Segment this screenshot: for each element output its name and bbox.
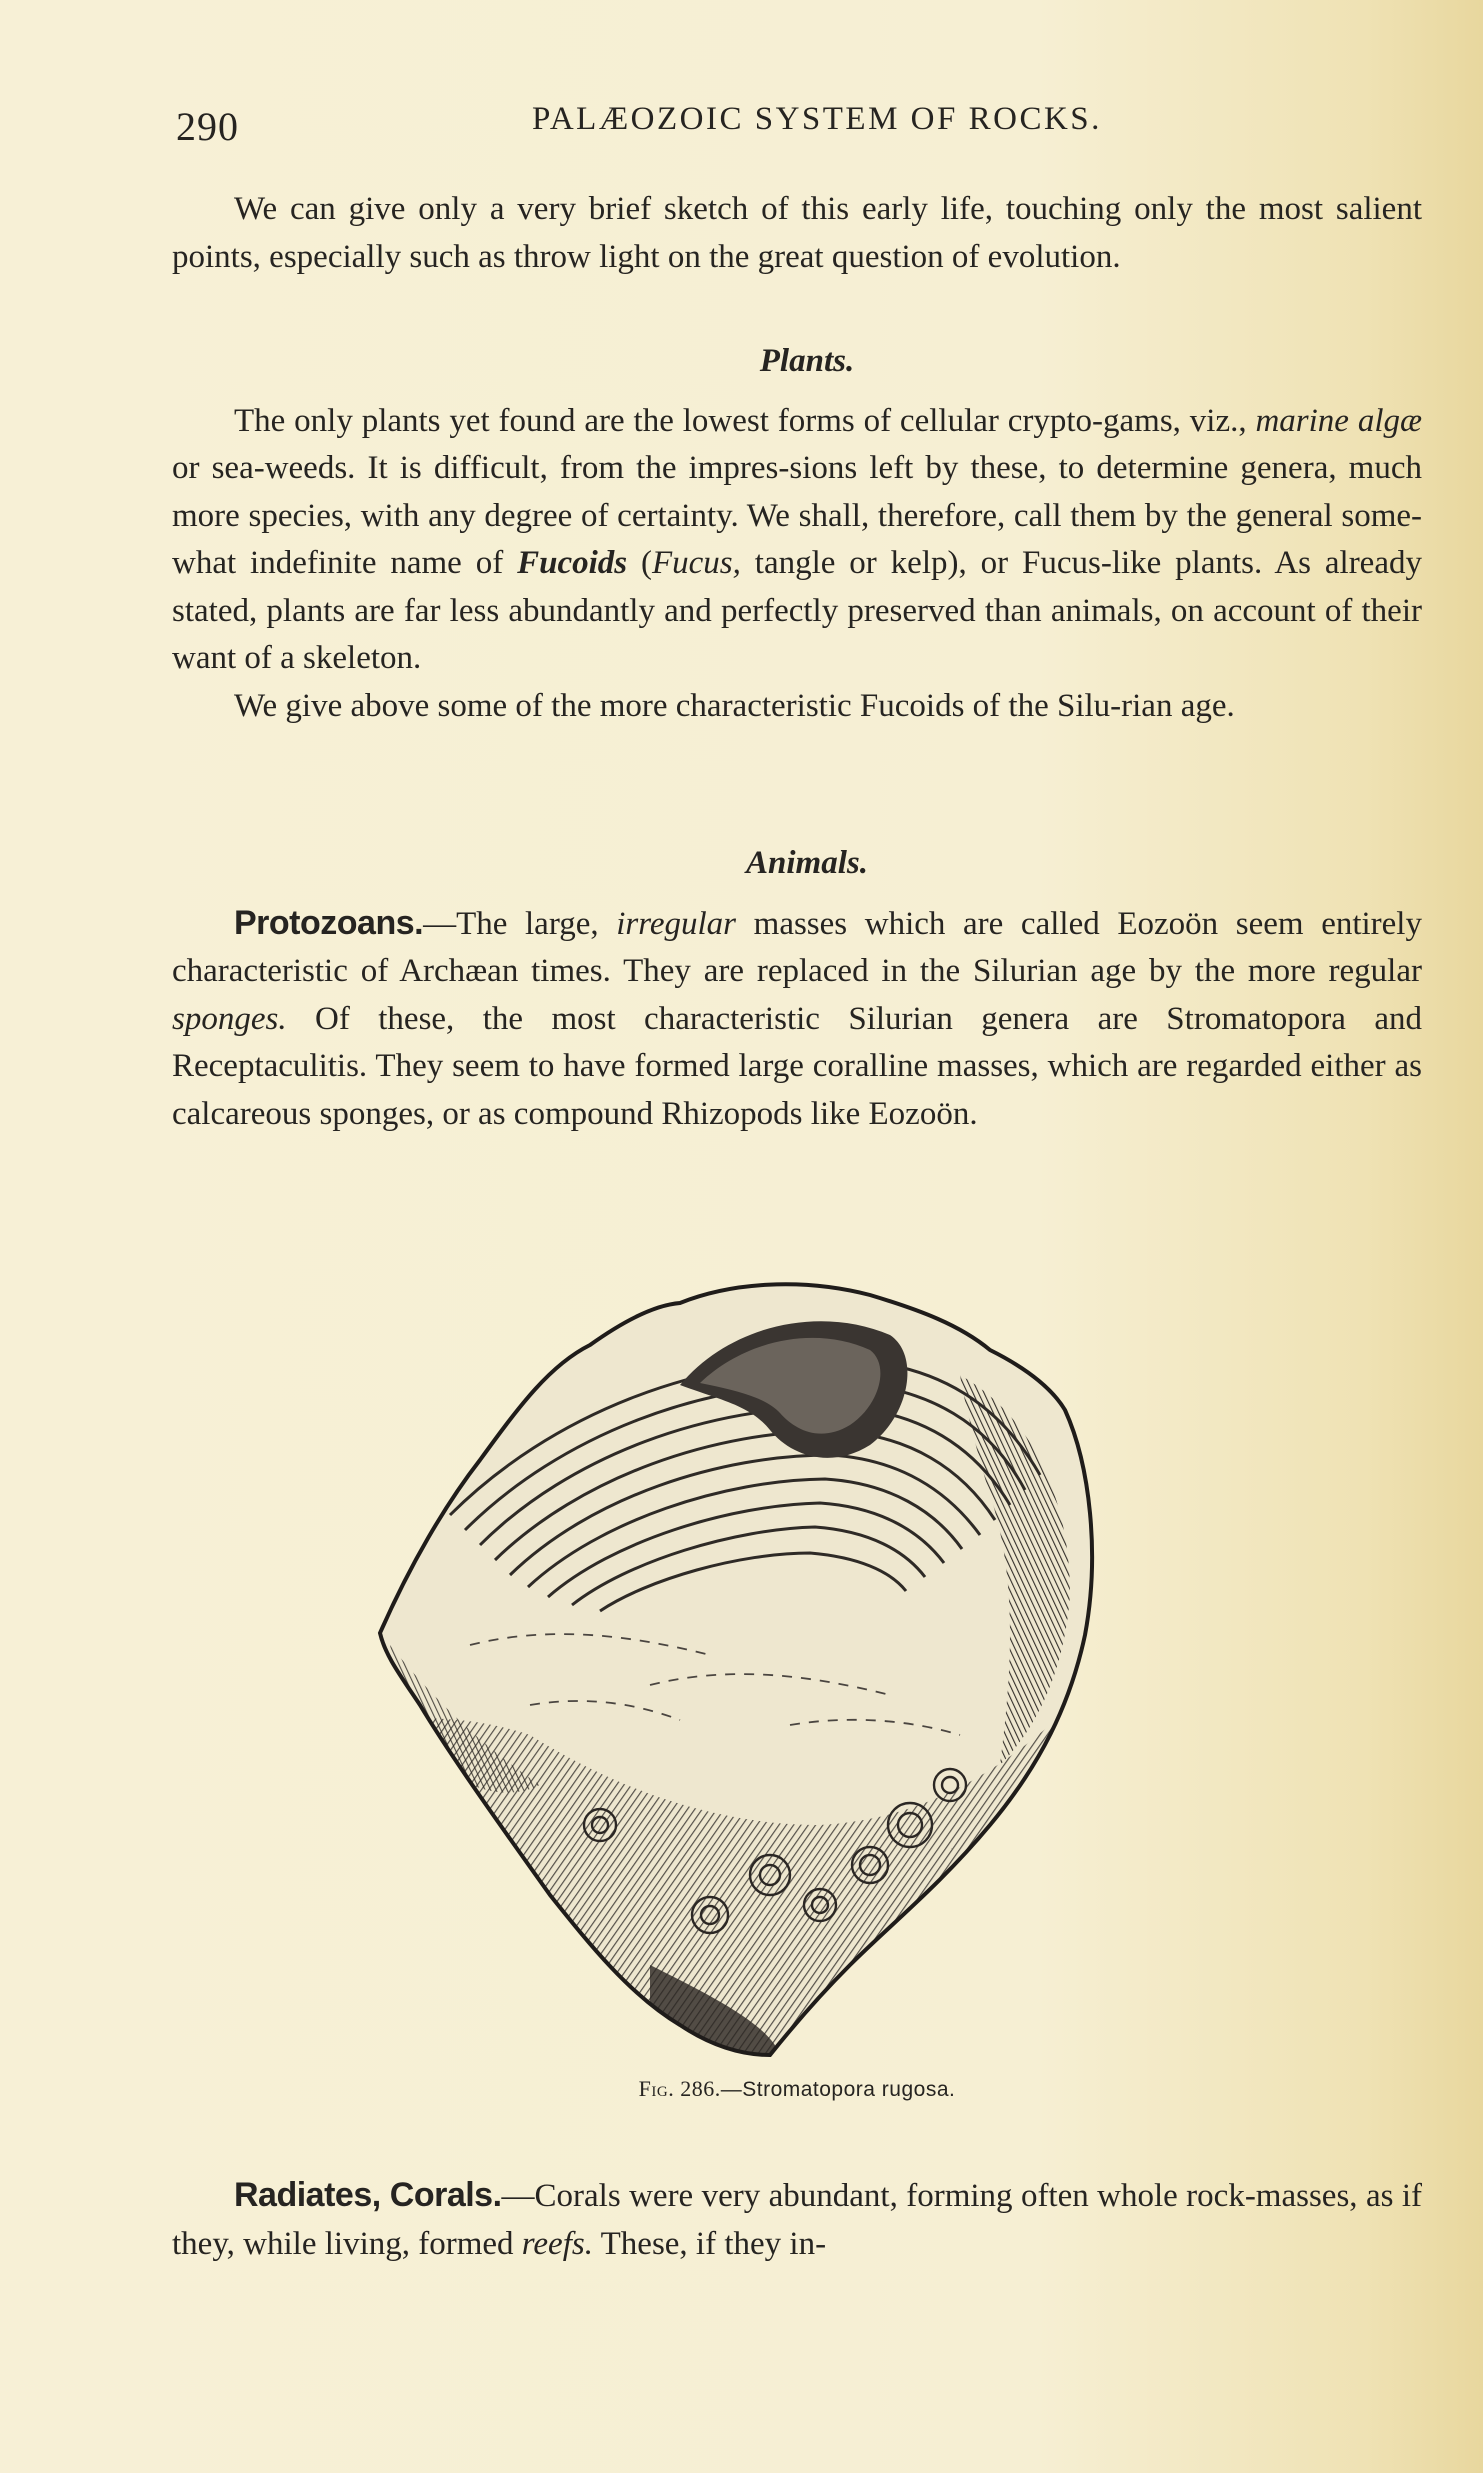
plants-section bbox=[172, 338, 1422, 730]
animals-section bbox=[172, 840, 1422, 1138]
animals-heading: Animals. bbox=[746, 845, 868, 881]
page-header bbox=[172, 95, 1422, 155]
plants-heading: Plants. bbox=[759, 343, 855, 379]
stromatopora-illustration bbox=[350, 1265, 1240, 2065]
fucoids-paragraph: We give above some of the more characteristic Fucoids of the Silu-rian age. bbox=[234, 687, 1235, 724]
rock-mass bbox=[350, 1284, 1110, 2065]
figure-caption bbox=[172, 2076, 1422, 2102]
figure-label: Fig. 286. bbox=[638, 2076, 721, 2101]
radiates-label: Radiates, Corals. bbox=[234, 2176, 502, 2214]
radiates-paragraph: Radiates, Corals.—Corals were very abundant, forming often whole rock-masses, as if they, while living, formed reefs. These, if they in- bbox=[172, 2176, 1422, 2262]
intro-paragraph: We can give only a very brief sketch of this early life, touching only the most salient points, especially such as throw light on the great question of evolution. bbox=[172, 191, 1422, 275]
protozoans-paragraph: Protozoans.—The large, irregular masses which are called Eozoön seem entirely characteristic of Archæan times. They are replaced in the Silurian age by the more regular sponges. Of these, the most characteristic Silurian genera are Stromatopora and Receptaculitis. They seem to have formed large coralline masses, which are regarded either as calcareous sponges, or as compound Rhizopods like Eozoön. bbox=[172, 903, 1422, 1132]
running-head: PALÆOZOIC SYSTEM OF ROCKS. bbox=[532, 101, 1102, 137]
page-number: 290 bbox=[176, 104, 239, 149]
figure-caption-text: —Stromatopora rugosa. bbox=[720, 2078, 956, 2101]
intro-section bbox=[172, 186, 1422, 281]
plants-paragraph: The only plants yet found are the lowest forms of cellular crypto-gams, viz., marine algæ or sea-weeds. It is difficult, from the impres-sions left by these, to determine genera, much more species, with any degree of certainty. We shall, therefore, call them by the general some-what indefinite name of Fucoids (Fucus, tangle or kelp), or Fucus-like plants. As already stated, plants are far less abundantly and perfectly preserved than animals, on account of their want of a skeleton. bbox=[172, 402, 1422, 676]
radiates-section bbox=[172, 2172, 1422, 2268]
protozoans-label: Protozoans. bbox=[234, 903, 424, 942]
